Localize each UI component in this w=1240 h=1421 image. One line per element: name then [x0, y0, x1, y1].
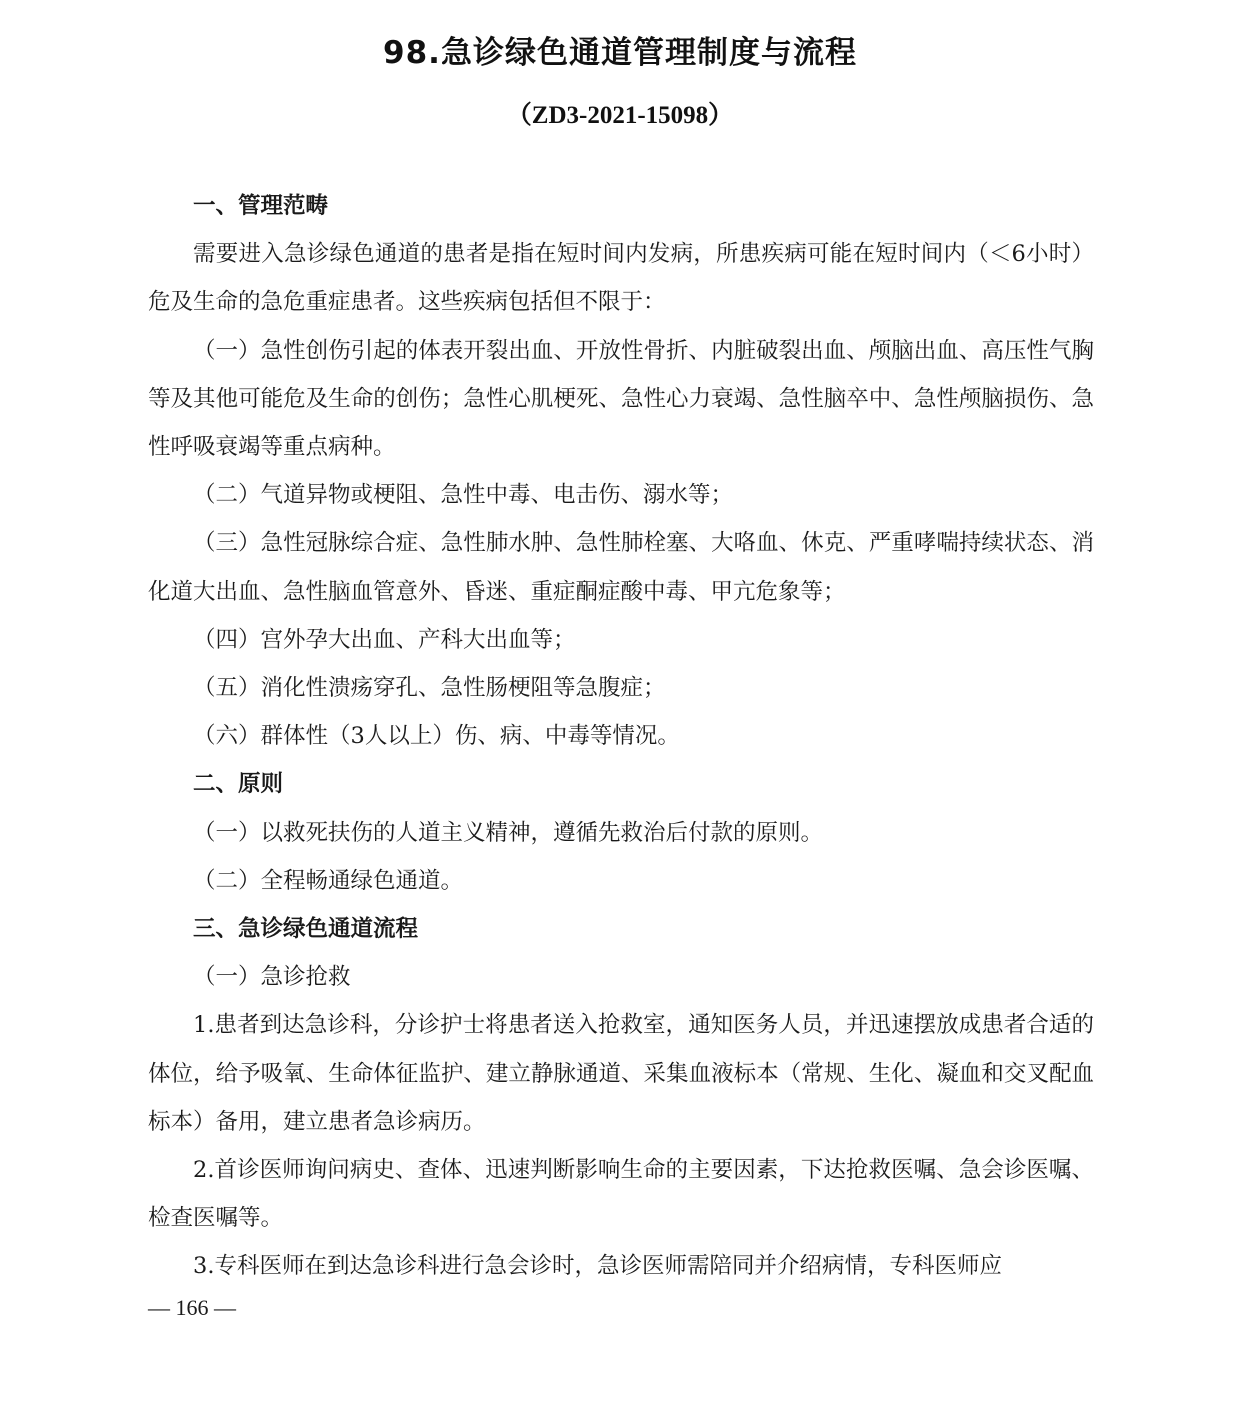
document-title: 98.急诊绿色通道管理制度与流程 — [383, 35, 857, 71]
body-paragraph: （四）宫外孕大出血、产科大出血等； — [193, 626, 576, 653]
body-paragraph: （一）急性创伤引起的体表开裂出血、开放性骨折、内脏破裂出血、颅脑出血、高压性气胸等及其他可能危及生命的创伤；急性心肌梗死、急性心力衰竭、急性脑卒中、急性颅脑损伤、急性呼吸衰竭等重点病种。 — [148, 337, 1094, 461]
body-paragraph: （六）群体性（3人以上）伤、病、中毒等情况。 — [193, 723, 680, 750]
document-body — [148, 182, 1094, 1291]
body-paragraph: （五）消化性溃疡穿孔、急性肠梗阻等急腹症； — [193, 675, 666, 702]
body-paragraph: 3.专科医师在到达急诊科进行急会诊时，急诊医师需陪同并介绍病情，专科医师应 — [193, 1253, 1002, 1280]
section-heading: 三、急诊绿色通道流程 — [193, 916, 419, 943]
document-code: （ZD3-2021-15098） — [506, 102, 734, 129]
page-number: — 166 — — [148, 1295, 236, 1320]
body-paragraph: （三）急性冠脉综合症、急性肺水肿、急性肺栓塞、大咯血、休克、严重哮喘持续状态、消化道大出血、急性脑血管意外、昏迷、重症酮症酸中毒、甲亢危象等； — [148, 530, 1094, 605]
body-paragraph: （二）气道异物或梗阻、急性中毒、电击伤、溺水等； — [193, 482, 734, 509]
body-paragraph: 需要进入急诊绿色通道的患者是指在短时间内发病，所患疾病可能在短时间内（＜6小时）危及生命的急危重症患者。这些疾病包括但不限于： — [148, 241, 1094, 316]
body-paragraph: （二）全程畅通绿色通道。 — [193, 867, 464, 894]
body-paragraph: （一）急诊抢救 — [193, 964, 351, 991]
body-paragraph: （一）以救死扶伤的人道主义精神，遵循先救治后付款的原则。 — [193, 819, 824, 846]
section-heading: 一、管理范畴 — [193, 193, 329, 219]
body-paragraph: 1.患者到达急诊科，分诊护士将患者送入抢救室，通知医务人员，并迅速摆放成患者合适的体位，给予吸氧、生命体征监护、建立静脉通道、采集血液标本（常规、生化、凝血和交叉配血标本）备用，建立患者急诊病历。 — [148, 1012, 1094, 1135]
section-heading: 二、原则 — [193, 771, 284, 798]
body-paragraph: 2.首诊医师询问病史、查体、迅速判断影响生命的主要因素，下达抢救医嘱、急会诊医嘱、检查医嘱等。 — [148, 1157, 1094, 1232]
